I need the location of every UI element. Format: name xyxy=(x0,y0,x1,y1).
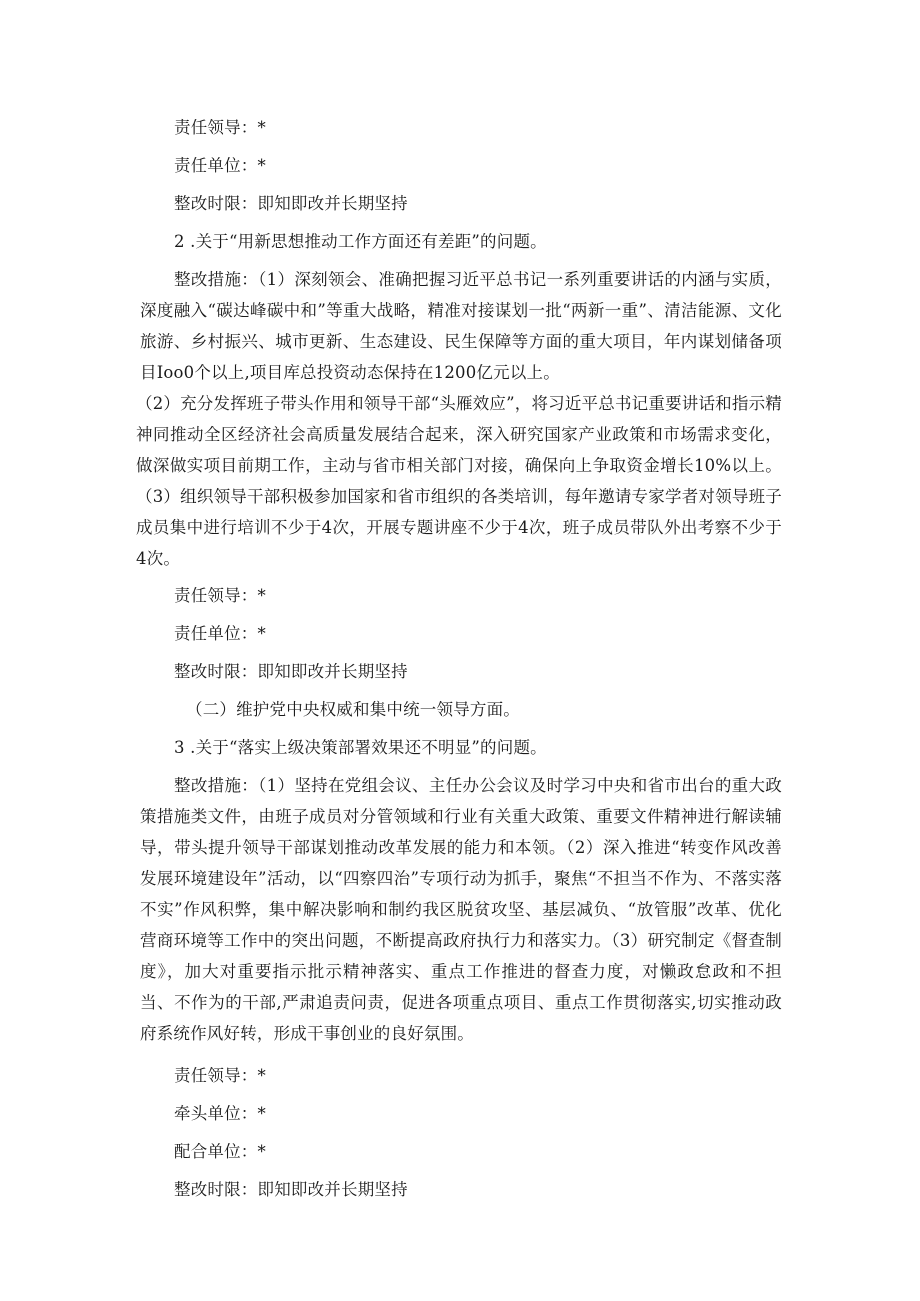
item-3-measures-paragraph: 整改措施：（1）坚持在党组会议、主任办公会议及时学习中央和省市出台的重大政策措施类文件，由班子成员对分管领域和行业有关重大政策、重要文件精神进行解读辅导，带头提升领导干部谋划推动改革发展的能力和本领。（2）深入推进“转变作风改善发展环境建设年”活动，以“四察四治”专项行动为抓手，聚焦“不担当不作为、不落实落不实”作风积弊，集中解决影响和制约我区脱贫攻坚、基层减负、“放管服”改革、优化营商环境等工作中的突出问题，不断提高政府执行力和落实力。（3）研究制定《督查制度》，加大对重要指示批示精神落实、重点工作推进的督查力度，对懒政怠政和不担当、不作为的干部,严肃追责问责，促进各项重点项目、重点工作贯彻落实,切实推动政府系统作风好转，形成干事创业的良好氛围。 xyxy=(140,776,782,1043)
responsible-leader-1: 责任领导：* xyxy=(174,118,266,137)
deadline-3: 整改时限：即知即改并长期坚持 xyxy=(174,1180,408,1199)
deadline-1: 整改时限：即知即改并长期坚持 xyxy=(174,194,408,213)
section-2-heading: （二）维护党中央权威和集中统一领导方面。 xyxy=(186,700,520,719)
item-2-measures-paragraph-1: 整改措施：（1）深刻领会、准确把握习近平总书记一系列重要讲话的内涵与实质，深度融入“碳达峰碳中和”等重大战略，精准对接谋划一批“两新一重”、清洁能源、文化旅游、乡村振兴、城市更新、生态建设、民生保障等方面的重大项目，年内谋划储备项目Ioo0个以上,项目库总投资动态保持在1200亿元以上。 xyxy=(140,270,782,382)
responsible-unit-1: 责任单位：* xyxy=(174,156,266,175)
responsible-leader-2: 责任领导：* xyxy=(174,586,266,605)
deadline-2: 整改时限：即知即改并长期坚持 xyxy=(174,662,408,681)
item-3-title: 3 .关于“落实上级决策部署效果还不明显”的问题。 xyxy=(174,738,547,757)
item-2-measures-paragraph-2: （2）充分发挥班子带头作用和领导干部“头雁效应”，将习近平总书记重要讲话和指示精神同推动全区经济社会高质量发展结合起来，深入研究国家产业政策和市场需求变化，做深做实项目前期工作，主动与省市相关部门对接，确保向上争取资金增长10%以上。（3）组织领导干部积极参加国家和省市组织的各类培训，每年邀请专家学者对领导班子成员集中进行培训不少于4次，开展专题讲座不少于4次，班子成员带队外出考察不少于4次。 xyxy=(136,394,782,568)
item-2-title: 2 .关于“用新思想推动工作方面还有差距”的问题。 xyxy=(174,232,547,251)
responsible-leader-3: 责任领导：* xyxy=(174,1066,266,1085)
responsible-unit-2: 责任单位：* xyxy=(174,624,266,643)
cooperating-unit-3: 配合单位：* xyxy=(174,1142,266,1161)
lead-unit-3: 牵头单位：* xyxy=(174,1104,266,1123)
